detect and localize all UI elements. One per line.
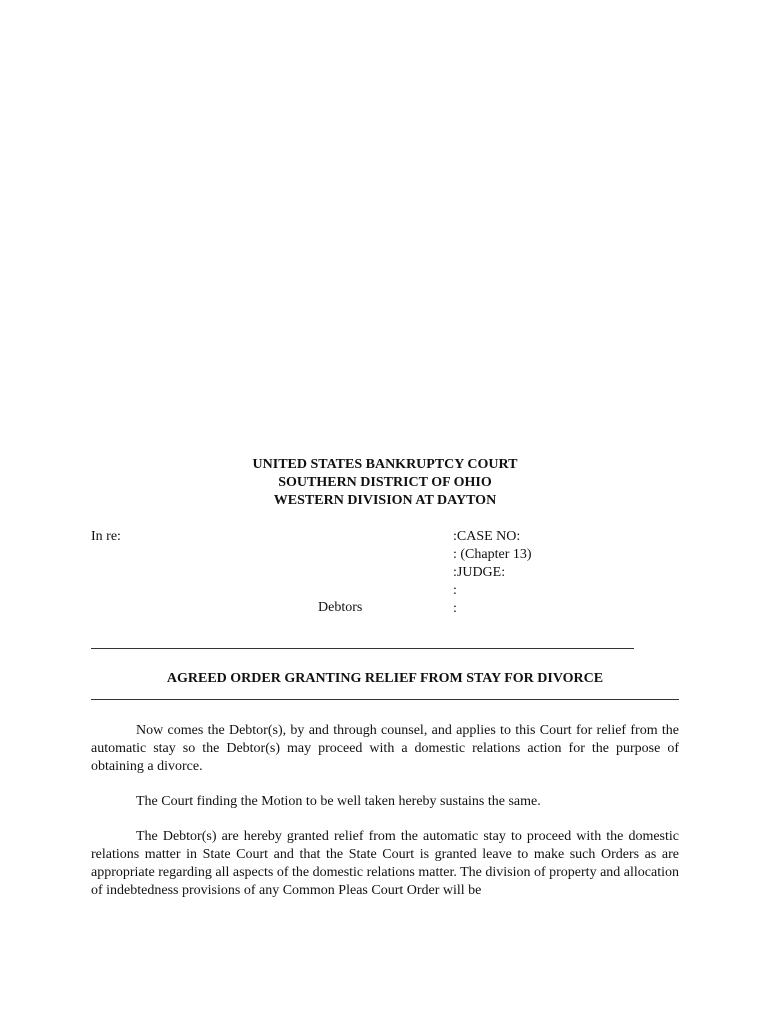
in-re-label: In re:: [91, 529, 121, 544]
caption-divider: [91, 648, 634, 649]
paragraph: The Debtor(s) are hereby granted relief from the automatic stay to proceed with the domestic relations matter in State Court and that the State Court is granted leave to make such Orders as are appropriate regarding all aspects of the domestic relations matter. The division of property and allocation of indebtedness provisions of any Common Pleas Court Order will be: [91, 829, 679, 898]
court-division: WESTERN DIVISION AT DAYTON: [273, 493, 497, 508]
judge-label: :JUDGE:: [453, 565, 506, 580]
paragraph: Now comes the Debtor(s), by and through counsel, and applies to this Court for relief from the automatic stay so the Debtor(s) may proceed with a domestic relations action for the purpose of obtaining a divorce.: [91, 723, 679, 774]
title-divider: [91, 699, 679, 700]
case-number-label: :CASE NO:: [453, 529, 521, 544]
case-caption-right: [453, 528, 532, 618]
debtors-label: Debtors: [318, 600, 363, 615]
court-district: SOUTHERN DISTRICT OF OHIO: [278, 475, 492, 490]
paragraph: The Court finding the Motion to be well taken hereby sustains the same.: [136, 794, 541, 809]
order-body: [91, 722, 679, 917]
caption-colon: :: [453, 583, 457, 598]
court-header: [0, 456, 770, 510]
chapter-label: : (Chapter 13): [453, 547, 532, 562]
order-title: AGREED ORDER GRANTING RELIEF FROM STAY FOR DIVORCE: [166, 671, 604, 686]
caption-colon: :: [453, 601, 457, 616]
court-name: UNITED STATES BANKRUPTCY COURT: [252, 457, 518, 472]
